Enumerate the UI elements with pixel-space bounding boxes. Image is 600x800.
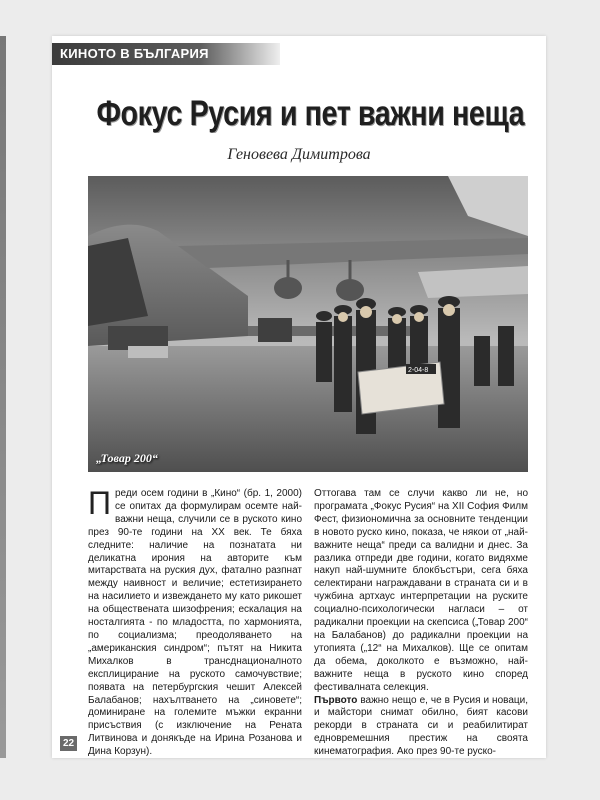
page-edge bbox=[0, 36, 6, 758]
right-column-paragraph-2 bbox=[314, 695, 528, 759]
drop-cap: П bbox=[88, 485, 111, 521]
column-right bbox=[314, 488, 528, 758]
column-left bbox=[88, 485, 302, 758]
magazine-page bbox=[52, 36, 546, 758]
photo-illustration bbox=[88, 176, 528, 472]
paragraph-lead-word: Първото bbox=[314, 694, 358, 706]
left-column-text: реди осем години в „Кино“ (бр. 1, 2000) се опитах да формулирам осемте най-важни неща, случили се в руското кино през 90-те години на XX век. Те бяха следните: наличие на познатата ни деликатна ирония на авторите към митарствата на руския дух, фатално разпнат между наивност и величие; естетизирането на насилието и извеждането му като рикошет на обществената шизофрения; ескалация на носталгията - по младостта, по хармонията, по социализма; преодоляването на „американския синдром“; пътят на Никита Михалков в трансднационалното експлицирание на руското самочувствие; появата на петербургския чешит Алексей Балабанов; нахълтването на „синовете“; доминиране на големите мъжки екранни присъствия (с изключение на Рената Литвинова и донякъде на Ирина Розанова и Дина Корзун). bbox=[88, 488, 302, 758]
section-header: КИНОТО В БЪЛГАРИЯ bbox=[52, 43, 280, 65]
article-photo bbox=[88, 176, 528, 472]
right-column-text-2: важно нещо е, че в Русия и новаци, и майстори снимат обилно, бият касови рекорди в страната си и реабилитират едновремешния престиж на своята кинематография. Ако през 90-те руско- bbox=[314, 694, 528, 758]
coffin-label: 2-04-8 bbox=[408, 367, 429, 374]
page-number: 22 bbox=[60, 736, 77, 751]
photo-caption: „Товар 200“ bbox=[96, 451, 158, 465]
article-author: Геновева Димитрова bbox=[227, 146, 371, 163]
right-column-paragraph-1: Оттогава там се случи какво ли не, но програмата „Фокус Русия“ на XII София Филм Фест, физиономична за основните тенденции в новото руско кино, показа, че някои от „най-важните неща“ преди са валидни и днес. За разлика отпреди две години, когато видяхме накуп най-шумните блокбъстъри, сега бяха селектирани награждавани в страната си и в чужбина артхаус интерпретации на руските социално-психологически нагласи – от радикални проекции на скепсиса („Товар 200“ на Балабанов) до радикални проекции на утопията („12“ на Михалков). Ще се опитам да обема, доколкото е възможно, най-важните неща в руското кино според фестивалната селекция. bbox=[314, 488, 528, 693]
article-title: Фокус Русия и пет важни неща bbox=[96, 94, 525, 133]
